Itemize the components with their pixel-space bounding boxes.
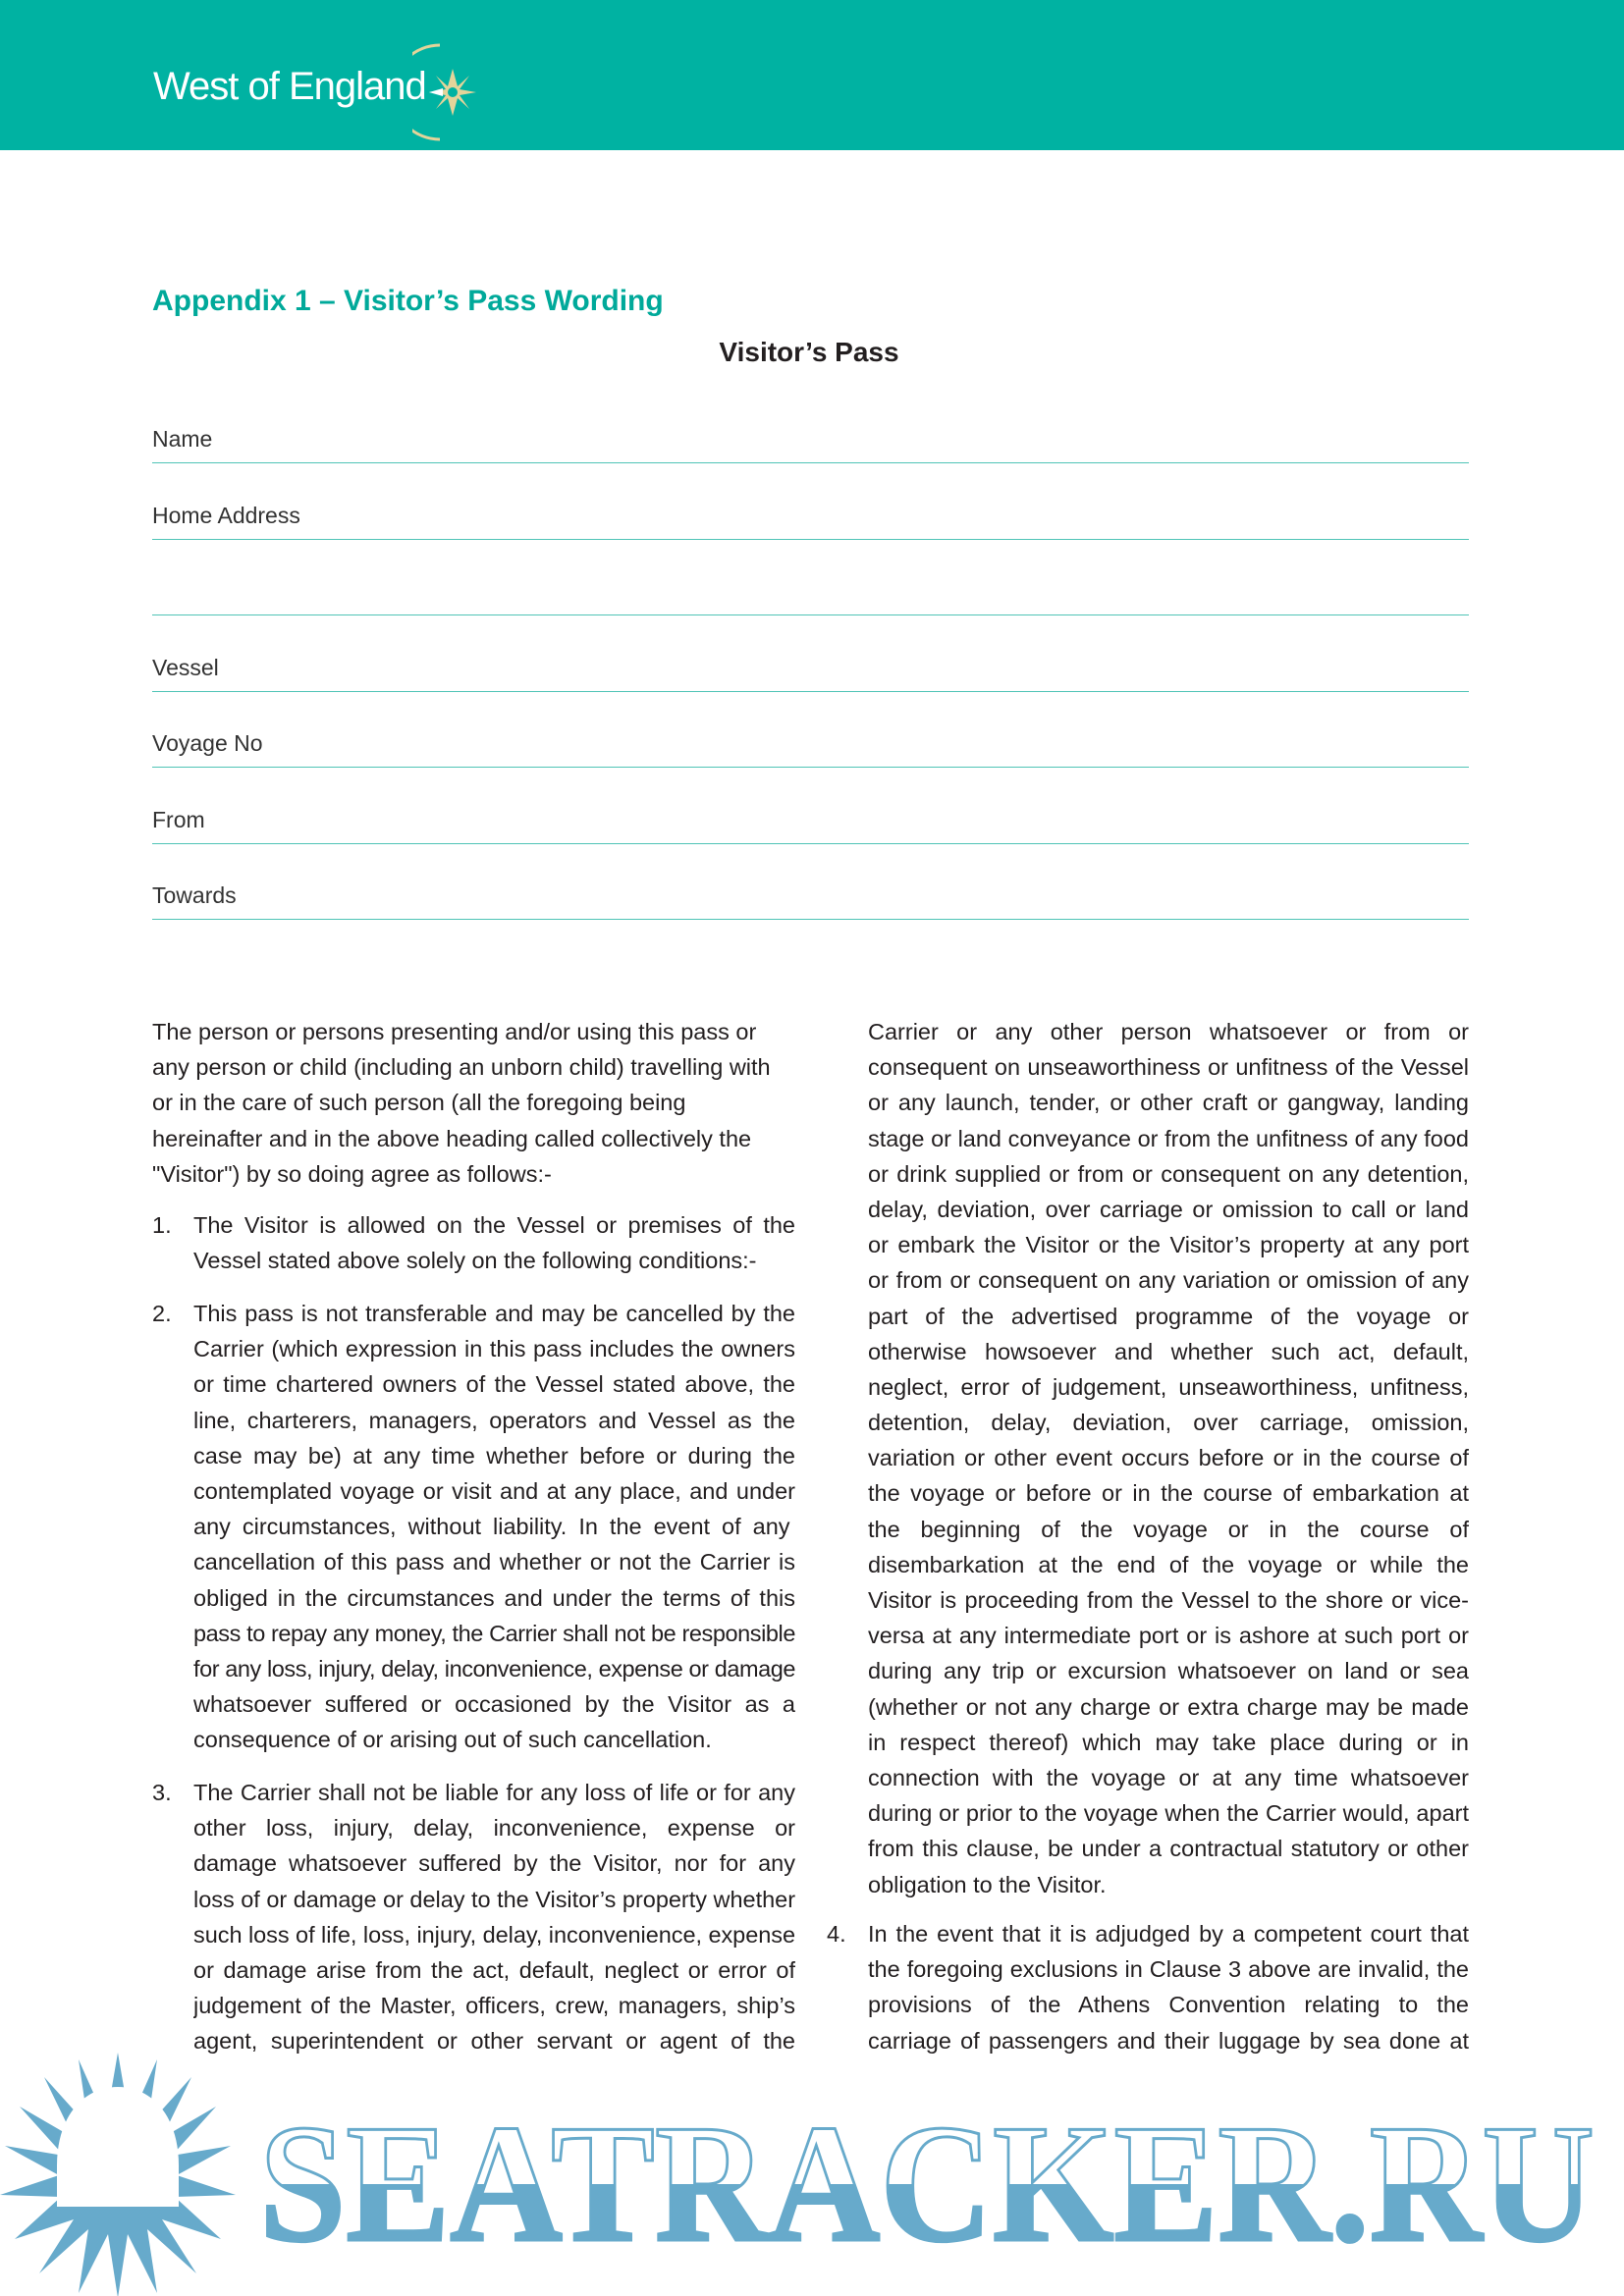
text-line-content: Visitor is proceeding from the Vessel to the shore or vice- (868, 1587, 1469, 1613)
text-line-content: hereinafter and in the above heading called collectively the (152, 1125, 752, 1151)
name-line[interactable] (152, 462, 1469, 463)
text-line (868, 1014, 1469, 1049)
text-line-content: damage whatsoever suffered by the Visitor, nor for any (193, 1850, 795, 1877)
text-line-content: The Visitor is allowed on the Vessel or premises of the (193, 1212, 795, 1238)
text-line (193, 1845, 795, 1881)
voyage-no-line[interactable] (152, 767, 1469, 768)
clause-1 (193, 1207, 795, 1278)
text-line (193, 1544, 795, 1579)
text-line-content: agent, superintendent or other servant or agent of the (193, 2028, 795, 2055)
text-line (868, 1369, 1469, 1405)
clause-3 (193, 1775, 795, 2059)
text-line-content: (whether or not any charge or extra charge may be made (868, 1693, 1469, 1720)
text-line-content: variation or other event occurs before or in the course of (868, 1445, 1469, 1471)
text-line-content: any person or child (including an unborn child) travelling with (152, 1054, 771, 1081)
text-line (868, 1299, 1469, 1334)
text-line-content: Vessel stated above solely on the following conditions:- (193, 1248, 757, 1274)
text-line-content: judgement of the Master, officers, crew, managers, ship’s (193, 1993, 795, 2019)
text-line-content: loss of or damage or delay to the Visitor’s property whether (193, 1886, 795, 1912)
text-line (193, 1243, 795, 1278)
text-line-content: pass to repay any money, the Carrier shall not be responsible (193, 1620, 795, 1646)
field-label-towards: Towards (152, 882, 237, 908)
text-line-content: otherwise howsoever and whether such act, default, (868, 1338, 1469, 1364)
text-line-content: stage or land conveyance or from the unfitness of any food (868, 1125, 1469, 1151)
text-line (868, 1475, 1469, 1511)
text-line (868, 1582, 1469, 1618)
text-line-content: In the event that it is adjudged by a competent court that (868, 1921, 1469, 1947)
text-line (152, 1049, 795, 1085)
text-line (868, 1689, 1469, 1725)
text-line (193, 1882, 795, 1917)
text-line-content: the beginning of the voyage or in the course of (868, 1516, 1469, 1542)
sun-icon (0, 2053, 236, 2296)
field-label-home-address: Home Address (152, 503, 300, 528)
text-line-content: or from or consequent on any variation or omission of any (868, 1267, 1469, 1294)
clause-number: 4. (827, 1921, 846, 1947)
text-line-content: or any launch, tender, or other craft or gangway, landing (868, 1090, 1469, 1116)
text-line (868, 1085, 1469, 1120)
home-address-line-2[interactable] (152, 614, 1469, 615)
text-line (868, 1831, 1469, 1866)
clause-number: 1. (152, 1212, 172, 1238)
text-line (868, 1121, 1469, 1156)
clause-2 (193, 1296, 795, 1757)
text-line (868, 1618, 1469, 1653)
text-line-content: provisions of the Athens Convention relating to the (868, 1992, 1469, 2018)
text-line (868, 1987, 1469, 2022)
text-line-content: detention, delay, deviation, over carriage, omission, (868, 1410, 1469, 1436)
text-line (193, 1775, 795, 1810)
text-line-content: for any loss, injury, delay, inconvenience, expense or damage (193, 1655, 795, 1682)
text-line (193, 1207, 795, 1243)
clause-number: 3. (152, 1780, 172, 1805)
towards-line[interactable] (152, 919, 1469, 920)
text-line-content: Carrier or any other person whatsoever or from or (868, 1019, 1469, 1044)
text-line (193, 1952, 795, 1988)
field-label-name: Name (152, 426, 213, 452)
text-line (152, 1121, 795, 1156)
text-line (193, 1473, 795, 1509)
text-line (193, 1988, 795, 2023)
text-line (868, 1227, 1469, 1262)
vessel-line[interactable] (152, 691, 1469, 692)
text-line-content: obliged in the circumstances and under the terms of this (193, 1584, 795, 1611)
text-line (193, 1438, 795, 1473)
text-line (868, 1795, 1469, 1831)
text-line-content: any circumstances, without liability. In the event of any (193, 1514, 790, 1540)
text-line (868, 1405, 1469, 1440)
document-heading-text: Visitor’s Pass (719, 337, 899, 367)
text-line-content: disembarkation at the end of the voyage or while the (868, 1551, 1469, 1577)
seatracker-watermark (0, 2052, 1624, 2296)
logo-text: West of England (153, 65, 426, 108)
text-line-content: delay, deviation, over carriage or omission to call or land (868, 1196, 1469, 1222)
text-line (868, 1049, 1469, 1085)
text-line (193, 1722, 795, 1757)
text-line-content: The person or persons presenting and/or using this pass or (152, 1019, 757, 1044)
text-line-content: versa at any intermediate port or is ashore at such port or (868, 1623, 1469, 1649)
text-line-content: This pass is not transferable and may be cancelled by the (193, 1301, 795, 1326)
text-line-content: part of the advertised programme of the voyage or (868, 1303, 1469, 1329)
field-label-voyage-no: Voyage No (152, 730, 263, 756)
text-line (193, 1651, 795, 1686)
text-line (868, 1440, 1469, 1475)
from-line[interactable] (152, 843, 1469, 844)
text-line (193, 1331, 795, 1366)
text-line (868, 1653, 1469, 1688)
field-label-from: From (152, 807, 205, 832)
text-line-content: Carrier (which expression in this pass includes the owners (193, 1336, 795, 1362)
text-line (193, 1403, 795, 1438)
text-line-content: consequence of or arising out of such cancellation. (193, 1727, 712, 1753)
text-line (868, 1192, 1469, 1227)
text-line (193, 1616, 795, 1651)
text-line-content: or embark the Visitor or the Visitor’s property at any port (868, 1232, 1469, 1258)
text-line (193, 1686, 795, 1722)
text-line (868, 1156, 1469, 1192)
text-line (193, 1366, 795, 1402)
appendix-title: Appendix 1 – Visitor’s Pass Wording (152, 285, 664, 317)
text-line-content: obligation to the Visitor. (868, 1871, 1107, 1897)
text-line-content: connection with the voyage or at any time whatsoever (868, 1764, 1469, 1790)
text-line-content: neglect, error of judgement, unseaworthiness, unfitness, (868, 1373, 1469, 1400)
text-line-content: in respect thereof) which may take place during or in (868, 1729, 1469, 1755)
text-line-content: the voyage or before or in the course of embarkation at (868, 1480, 1469, 1507)
watermark-text: SEATRACKER.RU (259, 2091, 1595, 2277)
text-line-content: The Carrier shall not be liable for any loss of life or for any (193, 1780, 795, 1805)
compass-star-logo-icon (412, 41, 491, 143)
text-line (868, 1262, 1469, 1298)
text-line-content: or damage arise from the act, default, neglect or error of (193, 1956, 795, 1983)
text-line-content: other loss, injury, delay, inconvenience, expense or (193, 1815, 795, 1842)
text-line (868, 1951, 1469, 1987)
intro-paragraph (152, 1014, 795, 1192)
text-line (193, 1580, 795, 1616)
text-line (868, 1512, 1469, 1547)
text-line-content: "Visitor") by so doing agree as follows:- (152, 1160, 552, 1187)
home-address-line[interactable] (152, 539, 1469, 540)
text-line (193, 1917, 795, 1952)
text-line-content: from this clause, be under a contractual statutory or other (868, 1836, 1469, 1862)
text-line-content: or in the care of such person (all the foregoing being (152, 1090, 686, 1116)
text-line-content: during or prior to the voyage when the Carrier would, apart (868, 1800, 1469, 1827)
text-line-content: such loss of life, loss, injury, delay, inconvenience, expense (193, 1921, 795, 1948)
text-line-content: case may be) at any time whether before or during the (193, 1442, 795, 1468)
text-line (193, 1296, 795, 1331)
text-line-content: consequent on unseaworthiness or unfitness of the Vessel (868, 1054, 1469, 1081)
text-line (152, 1085, 795, 1120)
clause-3-continued (868, 1014, 1469, 1902)
document-heading (0, 337, 1624, 368)
text-line-content: contemplated voyage or visit and at any place, and under (193, 1477, 795, 1504)
text-line (868, 1334, 1469, 1369)
text-line (868, 1547, 1469, 1582)
text-line (868, 1916, 1469, 1951)
text-line-content: the foregoing exclusions in Clause 3 above are invalid, the (868, 1956, 1469, 1983)
text-line-content: or drink supplied or from or consequent on any detention, (868, 1160, 1469, 1187)
text-line (152, 1014, 795, 1049)
text-line (193, 1509, 795, 1544)
text-line-content: during any trip or excursion whatsoever on land or sea (868, 1658, 1469, 1684)
field-label-vessel: Vessel (152, 655, 219, 680)
text-line-content: cancellation of this pass and whether or not the Carrier is (193, 1549, 795, 1575)
text-line (868, 1725, 1469, 1760)
clause-4 (868, 1916, 1469, 2058)
text-line-content: or time chartered owners of the Vessel stated above, the (193, 1371, 795, 1398)
text-line (152, 1156, 795, 1192)
text-line-content: carriage of passengers and their luggage by sea done at (868, 2027, 1469, 2054)
text-line (193, 1810, 795, 1845)
clause-number: 2. (152, 1301, 172, 1326)
text-line-content: line, charterers, managers, operators and Vessel as the (193, 1407, 795, 1433)
header-banner (0, 0, 1624, 150)
text-line (868, 1867, 1469, 1902)
text-line (868, 1760, 1469, 1795)
text-line-content: whatsoever suffered or occasioned by the Visitor as a (193, 1691, 795, 1718)
